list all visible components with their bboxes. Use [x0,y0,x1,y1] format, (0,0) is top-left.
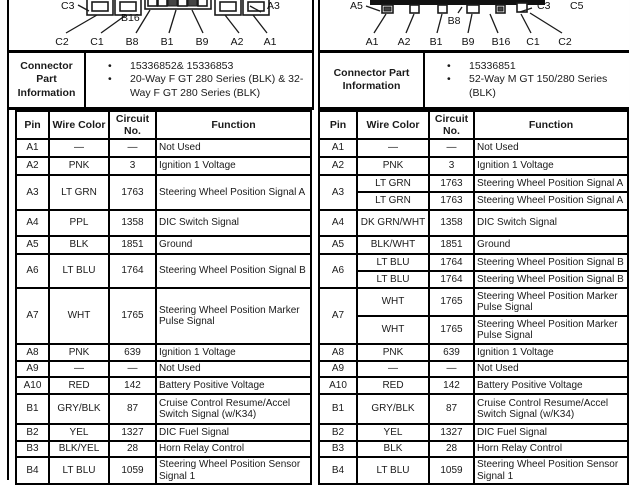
pin-cell: A7 [319,288,357,344]
diagram-pin-label: B9 [461,36,475,48]
pin-cell: A4 [319,210,357,236]
pin-cell: A10 [319,377,357,394]
circuit-cell: 28 [109,441,156,457]
bullet-icon: • [447,73,451,86]
function-cell: Not Used [156,361,311,377]
function-cell: Battery Positive Voltage [156,377,311,394]
pin-cell: A7 [16,288,49,344]
wire-color-cell: — [49,139,109,157]
part-info-list [86,53,312,107]
circuit-cell: 87 [429,394,474,424]
function-cell: Steering Wheel Position Signal B [474,254,628,271]
wire-color-cell: BLK/WHT [357,236,429,254]
bullet-icon: • [108,73,112,86]
circuit-cell: 1765 [429,316,474,344]
wire-color-cell: — [357,139,429,157]
function-cell: DIC Switch Signal [474,210,628,236]
wire-color-cell: LT BLU [49,254,109,288]
function-cell: Ignition 1 Voltage [156,344,311,361]
diagram-label-b16: B16 [121,12,140,24]
part-number-text: 15336852& 15336853 [130,59,234,72]
wire-color-cell: LT GRN [357,175,429,192]
circuit-cell: 1763 [109,175,156,210]
part-info-title: Connector Part Information [9,53,86,107]
table-row [16,344,311,361]
pin-cell: B3 [319,441,357,457]
pin-header: Pin [319,111,357,139]
table-subrow [319,192,628,210]
diagram-pin-label: B8 [125,36,139,48]
pin-cell: A6 [16,254,49,288]
pin-cell: A8 [16,344,49,361]
pin-cell: A1 [16,139,49,157]
diagram-label-c3: C3 [537,0,551,12]
table-row [16,394,311,424]
bullet-icon: • [447,59,451,72]
connector-part-info-right [318,53,629,110]
wire-color-cell: LT GRN [49,175,109,210]
pin-cell: B1 [16,394,49,424]
table-row [319,441,628,457]
function-cell: Steering Wheel Position Signal A [474,192,628,210]
table-subrow [319,271,628,288]
wire-color-cell: PNK [357,157,429,175]
function-cell: Cruise Control Resume/Accel Switch Signal (w/K34) [474,394,628,424]
table-row [16,236,311,254]
diagram-pin-label: A1 [263,36,277,48]
wire-color-cell: BLK/YEL [49,441,109,457]
pin-cell: B3 [16,441,49,457]
diagram-pin-label: B1 [429,36,443,48]
function-cell: Horn Relay Control [156,441,311,457]
circuit-cell: 28 [429,441,474,457]
diagram-pin-label: A2 [397,36,411,48]
wire-color-cell: LT GRN [357,192,429,210]
table-subrow [319,316,628,344]
list-item [108,60,312,74]
function-cell: Ignition 1 Voltage [474,344,628,361]
pinout-table-right [318,110,629,485]
function-cell: Ignition 1 Voltage [156,157,311,175]
wire-color-cell: LT BLU [49,457,109,484]
pin-cell: A2 [319,157,357,175]
pin-cell: B4 [319,457,357,484]
pin-cell: A1 [319,139,357,157]
part-info-list [425,53,629,107]
wire-color-cell: LT BLU [357,271,429,288]
diagram-label-a3: A3 [267,0,280,12]
circuit-cell: 639 [109,344,156,361]
circuit-cell: 1763 [429,175,474,192]
function-cell: Steering Wheel Position Marker Pulse Signal [474,316,628,344]
function-cell: DIC Switch Signal [156,210,311,236]
function-cell: Not Used [474,139,628,157]
function-cell: Steering Wheel Position Signal B [474,271,628,288]
table-row [16,377,311,394]
connector-series-text: 20-Way F GT 280 Series (BLK) & 32-Way F GT 280 Series (BLK) [130,73,304,99]
function-cell: Battery Positive Voltage [474,377,628,394]
circuit-no-header: Circuit No. [429,111,474,139]
part-number-text: 15336851 [469,59,516,72]
pinout-table-left [15,110,312,485]
list-item [447,60,629,74]
wire-color-cell: YEL [49,424,109,441]
table-row [16,210,311,236]
wire-color-cell: PPL [49,210,109,236]
diagram-label-c3: C3 [61,0,75,12]
circuit-cell: 1327 [429,424,474,441]
table-row [319,424,628,441]
circuit-cell: 1765 [429,288,474,316]
pin-cell: A8 [319,344,357,361]
bullet-icon: • [108,59,112,72]
pin-cell: A4 [16,210,49,236]
table-row [16,441,311,457]
table-row [319,361,628,377]
table-row [319,254,628,271]
table-row [16,254,311,288]
wire-color-cell: YEL [357,424,429,441]
connector-drawing-icon [320,0,627,50]
function-cell: Ground [474,236,628,254]
diagram-pin-label: A1 [365,36,379,48]
wire-color-cell: — [357,361,429,377]
function-header: Function [156,111,311,139]
function-cell: Steering Wheel Position Signal A [156,175,311,210]
circuit-cell: 1358 [109,210,156,236]
function-cell: DIC Fuel Signal [156,424,311,441]
connector-drawing-icon [9,0,310,50]
diagram-pin-label: C2 [55,36,69,48]
wire-color-cell: WHT [357,316,429,344]
table-row [319,344,628,361]
wire-color-cell: WHT [49,288,109,344]
table-header-row [319,111,628,139]
wire-color-cell: PNK [49,157,109,175]
wire-color-cell: RED [49,377,109,394]
wire-color-cell: LT BLU [357,457,429,484]
pin-cell: A5 [16,236,49,254]
connector-series-text: 52-Way M GT 150/280 Series (BLK) [469,73,608,99]
circuit-cell: — [429,361,474,377]
table-row [16,288,311,344]
circuit-cell: 142 [109,377,156,394]
circuit-no-header: Circuit No. [109,111,156,139]
wire-color-header: Wire Color [357,111,429,139]
circuit-cell: 1763 [429,192,474,210]
function-header: Function [474,111,628,139]
wire-color-cell: DK GRN/WHT [357,210,429,236]
wire-color-cell: WHT [357,288,429,316]
wire-color-cell: GRY/BLK [357,394,429,424]
table-row [16,175,311,210]
pin-cell: A10 [16,377,49,394]
table-row [319,236,628,254]
pin-cell: A5 [319,236,357,254]
circuit-cell: 1851 [109,236,156,254]
pin-cell: B2 [16,424,49,441]
circuit-cell: 1851 [429,236,474,254]
function-cell: Cruise Control Resume/Accel Switch Signal (w/K34) [156,394,311,424]
circuit-cell: 1765 [109,288,156,344]
circuit-cell: 3 [109,157,156,175]
table-row [16,139,311,157]
circuit-cell: 1059 [429,457,474,484]
circuit-cell: — [109,139,156,157]
circuit-cell: 3 [429,157,474,175]
circuit-cell: 639 [429,344,474,361]
pin-cell: A9 [16,361,49,377]
pin-cell: A2 [16,157,49,175]
function-cell: Steering Wheel Position Signal B [156,254,311,288]
pin-cell: A3 [319,175,357,210]
function-cell: Steering Wheel Position Signal A [474,175,628,192]
circuit-cell: 1059 [109,457,156,484]
circuit-cell: 1764 [429,271,474,288]
function-cell: Steering Wheel Position Marker Pulse Signal [474,288,628,316]
diagram-label-c5: C5 [570,0,584,12]
circuit-cell: 1327 [109,424,156,441]
circuit-cell: — [429,139,474,157]
pin-cell: B4 [16,457,49,484]
circuit-cell: 142 [429,377,474,394]
circuit-cell: 1358 [429,210,474,236]
wire-color-cell: RED [357,377,429,394]
function-cell: Ignition 1 Voltage [474,157,628,175]
function-cell: Steering Wheel Position Sensor Signal 1 [156,457,311,484]
function-cell: Steering Wheel Position Sensor Signal 1 [474,457,628,484]
wire-color-cell: LT BLU [357,254,429,271]
table-row [319,175,628,192]
function-cell: Horn Relay Control [474,441,628,457]
table-header-row [16,111,311,139]
table-row [319,210,628,236]
function-cell: DIC Fuel Signal [474,424,628,441]
diagram-label-b8: B8 [447,15,461,27]
connector-diagram-right [318,0,629,53]
table-row [16,361,311,377]
diagram-pin-label: C1 [90,36,104,48]
list-item [447,73,629,100]
table-row [319,288,628,316]
pin-cell: A3 [16,175,49,210]
pin-cell: B2 [319,424,357,441]
wire-color-cell: PNK [49,344,109,361]
wire-color-cell: GRY/BLK [49,394,109,424]
circuit-cell: 1764 [429,254,474,271]
table-row [16,157,311,175]
wire-color-cell: — [49,361,109,377]
table-row [319,377,628,394]
wire-color-header: Wire Color [49,111,109,139]
table-row [16,424,311,441]
diagram-pin-label: B1 [160,36,174,48]
wire-color-cell: PNK [357,344,429,361]
circuit-cell: 87 [109,394,156,424]
wire-color-cell: BLK [357,441,429,457]
circuit-cell: — [109,361,156,377]
function-cell: Ground [156,236,311,254]
function-cell: Not Used [474,361,628,377]
table-row [319,157,628,175]
pin-cell: A6 [319,254,357,288]
list-item [108,73,312,100]
diagram-pin-label: C1 [526,36,540,48]
circuit-cell: 1764 [109,254,156,288]
function-cell: Steering Wheel Position Marker Pulse Signal [156,288,311,344]
connector-diagram-left [9,0,314,53]
pin-cell: A9 [319,361,357,377]
part-info-title: Connector Part Information [320,53,425,107]
connector-part-info-left [9,53,314,110]
diagram-label-a5: A5 [350,0,363,12]
table-row [319,394,628,424]
diagram-pin-label: B16 [491,36,511,48]
table-row [319,139,628,157]
diagram-pin-label: C2 [558,36,572,48]
pin-cell: B1 [319,394,357,424]
wire-color-cell: BLK [49,236,109,254]
function-cell: Not Used [156,139,311,157]
diagram-pin-label: A2 [230,36,244,48]
pin-header: Pin [16,111,49,139]
diagram-pin-label: B9 [195,36,209,48]
